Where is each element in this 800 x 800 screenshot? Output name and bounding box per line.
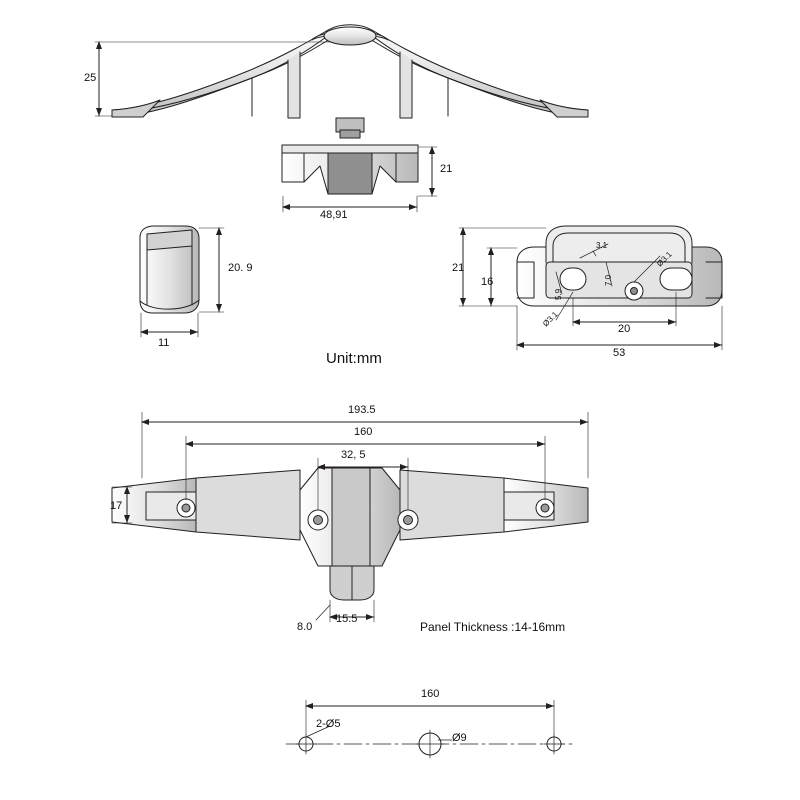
- panel-thickness-note: Panel Thickness :14-16mm: [420, 620, 566, 634]
- dim-label-dia-3-1-lower: Ø3.1: [541, 309, 560, 329]
- dim-label-20-9: 20. 9: [228, 262, 253, 274]
- dim-height-20-9: [199, 228, 224, 312]
- dim-label-15-5: 15.5: [336, 613, 358, 625]
- dim-label-32-5: 32, 5: [341, 449, 366, 461]
- dim-label-17: 17: [110, 500, 123, 512]
- dim-label-53: 53: [613, 347, 626, 359]
- dim-label-7-0: 7.0: [604, 274, 613, 286]
- dim-label-25: 25: [84, 72, 97, 84]
- dim-label-2-dia-5: 2-Ø5: [316, 718, 341, 730]
- dim-stem-8-0: [316, 605, 330, 620]
- dim-label-160-holes: 160: [421, 688, 440, 700]
- dim-label-11: 11: [158, 337, 170, 349]
- dim-label-20: 20: [618, 323, 631, 335]
- dim-label-5-9: 5.9: [554, 288, 563, 300]
- unit-note: Unit:mm: [326, 350, 382, 367]
- dim-label-21-plate: 21: [452, 262, 465, 274]
- dim-width-48-91: [283, 196, 417, 212]
- dim-width-11: [141, 313, 198, 337]
- side-elevation-view: [140, 226, 199, 313]
- handle-hub-view: [282, 118, 418, 194]
- dim-label-dia-3-1: Ø3.1: [655, 249, 674, 269]
- latch-plate-view: [517, 226, 722, 306]
- dim-label-8-0: 8.0: [297, 621, 313, 633]
- dim-label-160-plan: 160: [354, 426, 373, 438]
- dim-height-21-hub: [418, 147, 437, 196]
- dim-label-3-1: 3.1: [596, 241, 608, 250]
- plan-view: [112, 468, 588, 600]
- front-elevation-handle: [112, 25, 588, 118]
- dim-label-16: 16: [481, 276, 494, 288]
- dim-label-193-5: 193.5: [348, 404, 376, 416]
- dim-label-21-hub: 21: [440, 163, 453, 175]
- dim-label-48-91: 48,91: [320, 209, 348, 221]
- dim-label-dia-9: Ø9: [452, 732, 467, 744]
